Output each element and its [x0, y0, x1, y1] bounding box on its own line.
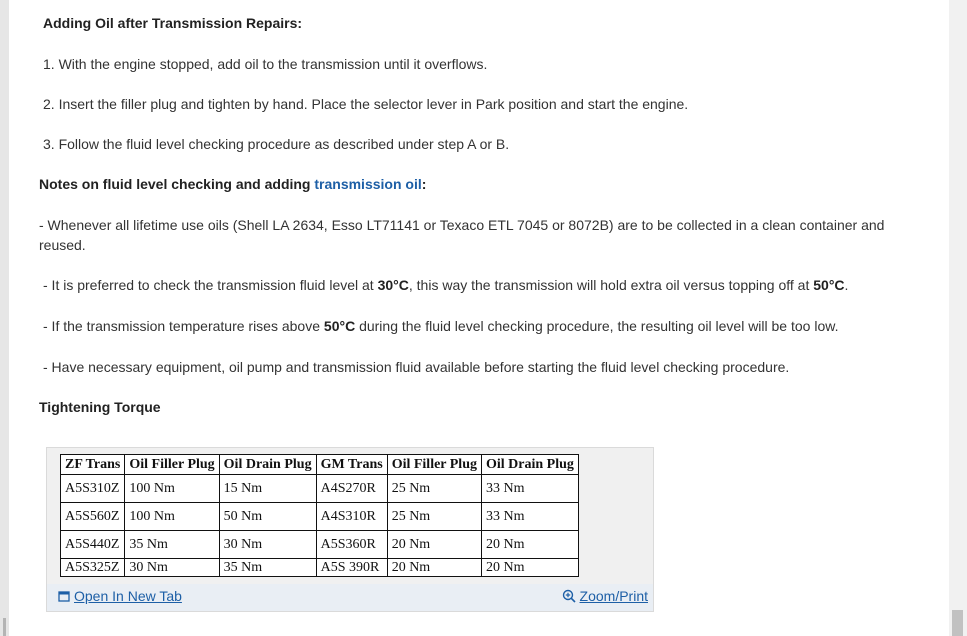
note-temp-rises: [43, 317, 838, 335]
column-header: Oil Drain Plug: [219, 455, 316, 475]
open-in-new-tab-label: Open In New Tab: [74, 588, 182, 604]
table-cell: 20 Nm: [387, 531, 481, 559]
table-cell: 50 Nm: [219, 503, 316, 531]
note-preferred-temp: [43, 276, 848, 294]
temp-50: 50°C: [813, 277, 845, 293]
column-header: GM Trans: [316, 455, 387, 475]
heading-notes-suffix: :: [421, 176, 427, 192]
table-header-row: [61, 455, 579, 475]
step-1: 1. With the engine stopped, add oil to the transmission until it overflows.: [43, 56, 488, 72]
column-header: Oil Filler Plug: [387, 455, 481, 475]
zoom-print-label: Zoom/Print: [579, 588, 648, 604]
note-equipment: - Have necessary equipment, oil pump and transmission fluid available before starting the fluid level checking procedure.: [43, 359, 790, 375]
step-3: 3. Follow the fluid level checking procedure as described under step A or B.: [43, 136, 510, 152]
table-cell: 20 Nm: [481, 559, 578, 577]
heading-notes: [39, 175, 426, 193]
table-cell: 15 Nm: [219, 475, 316, 503]
table-row: [61, 559, 579, 577]
table-cell: 20 Nm: [481, 531, 578, 559]
heading-notes-prefix: Notes on fluid level checking and adding: [39, 176, 315, 192]
table-row: [61, 503, 579, 531]
temp-50: 50°C: [323, 318, 356, 334]
table-cell: 30 Nm: [219, 531, 316, 559]
scrollbar-thumb[interactable]: [952, 610, 963, 636]
left-gutter: [0, 0, 9, 636]
table-cell: 25 Nm: [387, 503, 481, 531]
vertical-scrollbar[interactable]: [949, 0, 967, 636]
figure-footer: [47, 584, 653, 611]
zoom-in-icon: [562, 589, 576, 603]
note-lifetime-oils: - Whenever all lifetime use oils (Shell LA 2634, Esso LT71141 or Texaco ETL 7045 or 8072B) are to be collected in a clean container and reused.: [39, 217, 885, 253]
note-text: .: [844, 277, 849, 293]
table-cell: A4S270R: [316, 475, 387, 503]
table-row: [61, 531, 579, 559]
table-cell: 35 Nm: [219, 559, 316, 577]
table-cell: 20 Nm: [387, 559, 481, 577]
table-cell: 25 Nm: [387, 475, 481, 503]
note-text: - It is preferred to check the transmission fluid level at: [43, 277, 378, 293]
table-cell: A5S560Z: [61, 503, 125, 531]
step-2: 2. Insert the filler plug and tighten by hand. Place the selector lever in Park position and start the engine.: [43, 96, 689, 112]
table-cell: 35 Nm: [125, 531, 219, 559]
column-header: ZF Trans: [61, 455, 125, 475]
table-cell: A5S440Z: [61, 531, 125, 559]
table-cell: 33 Nm: [481, 503, 578, 531]
table-cell: 100 Nm: [125, 503, 219, 531]
column-header: Oil Filler Plug: [125, 455, 219, 475]
note-text: , this way the transmission will hold extra oil versus topping off at: [408, 277, 814, 293]
table-cell: A5S 390R: [316, 559, 387, 577]
heading-adding-oil: Adding Oil after Transmission Repairs:: [43, 15, 303, 31]
table-cell: A5S310Z: [61, 475, 125, 503]
note-text: - If the transmission temperature rises above: [43, 318, 324, 334]
torque-table: [60, 454, 579, 577]
temp-30: 30°C: [377, 277, 409, 293]
column-header: Oil Drain Plug: [481, 455, 578, 475]
open-in-new-tab-link[interactable]: [58, 588, 182, 604]
table-cell: 100 Nm: [125, 475, 219, 503]
table-row: [61, 475, 579, 503]
table-cell: A4S310R: [316, 503, 387, 531]
note-text: during the fluid level checking procedure, the resulting oil level will be too low.: [355, 318, 839, 334]
zoom-print-link[interactable]: [562, 588, 648, 604]
open-new-tab-icon: [58, 590, 70, 602]
table-cell: A5S360R: [316, 531, 387, 559]
torque-figure: [46, 447, 654, 612]
table-cell: 30 Nm: [125, 559, 219, 577]
left-scroll-indicator: [3, 618, 6, 636]
article-content: [9, 0, 949, 636]
heading-tightening-torque: Tightening Torque: [39, 399, 161, 415]
transmission-oil-link[interactable]: transmission oil: [314, 176, 422, 192]
table-cell: 33 Nm: [481, 475, 578, 503]
table-cell: A5S325Z: [61, 559, 125, 577]
